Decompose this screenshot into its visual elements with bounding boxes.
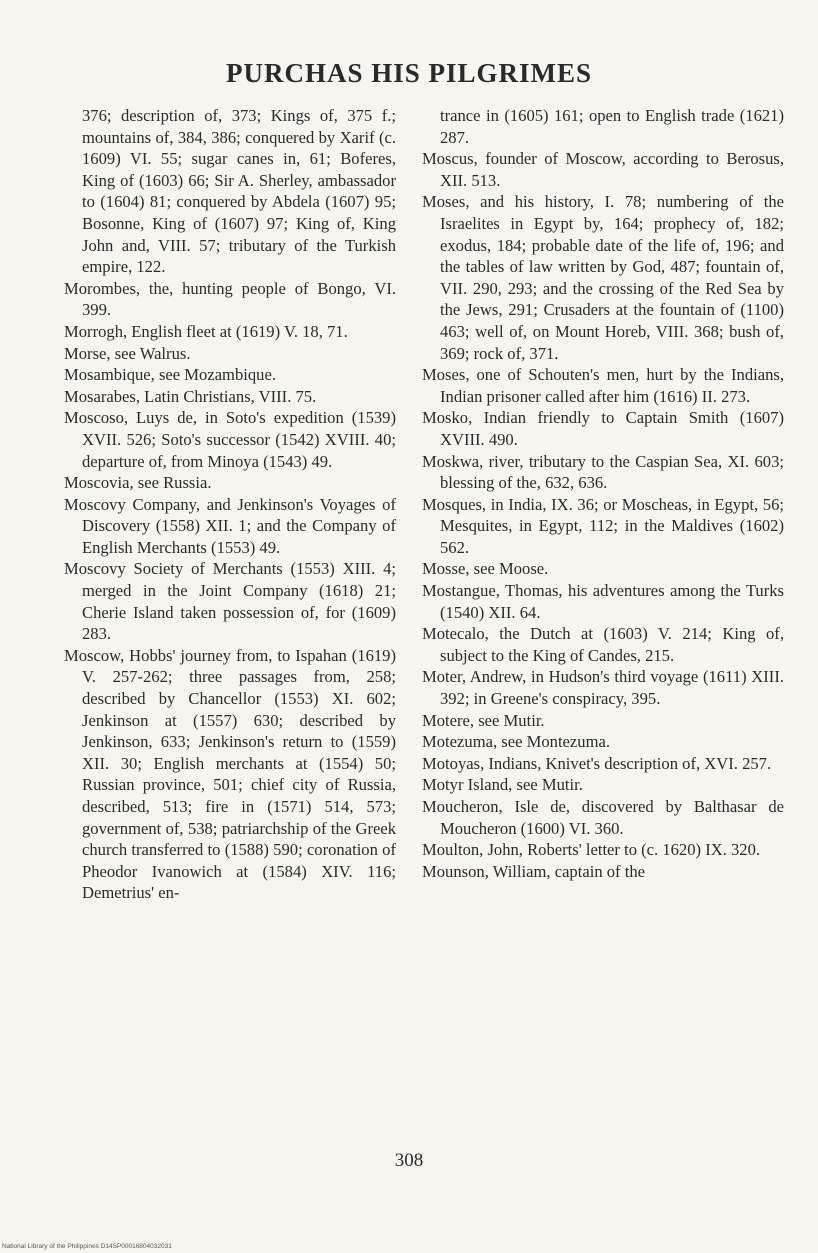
index-entry: Moscovy Company, and Jenkinson's Voyages of Discovery (1558) XII. 1; and the Company of English Merchants (1553) 49. (64, 494, 396, 557)
index-entry: Mosambique, see Mozambique. (64, 365, 276, 385)
index-entry: Motere, see Mutir. (422, 710, 545, 730)
index-entry: Mosarabes, Latin Christians, VIII. 75. (64, 386, 317, 406)
left-column (64, 105, 396, 904)
running-header: PURCHAS HIS PILGRIMES (225, 58, 593, 88)
index-entry: Mosse, see Moose. (422, 559, 549, 579)
index-entry: Motyr Island, see Mutir. (422, 775, 583, 795)
index-entry: Morombes, the, hunting people of Bongo, VI. 399. (64, 278, 396, 320)
index-entry: Moses, and his history, I. 78; numbering of the Israelites in Egypt by, 164; prophecy of, 182; exodus, 184; probable date of the life of, 196; and the tables of law written by God, 487; fountain of, VII. 290, 293; and the crossing of the Red Sea by the Jews, 291; Crusaders at the fountain of (1100) 463; well of, on Mount Horeb, VIII. 368; bush of, 369; rock of, 371. (422, 192, 784, 363)
index-entry: Moulton, John, Roberts' letter to (c. 1620) IX. 320. (422, 840, 761, 860)
index-entry: Moses, one of Schouten's men, hurt by the Indians, Indian prisoner called after him (1616) II. 273. (422, 365, 784, 406)
index-entry: Motoyas, Indians, Knivet's description of, XVI. 257. (422, 753, 772, 773)
index-entry: Moscow, Hobbs' journey from, to Ispahan (1619) V. 257-262; three passages from, 258; described by Chancellor (1553) XI. 602; Jenkinson at (1557) 630; described by Jenkinson, 633; Jenkinson's return to (1559) XII. 30; English merchants at (1554) 50; Russian province, 501; chief city of Russia, described, 513; fire in (1571) 514, 573; government of, 538; patriarchship of the Greek church transferred to (1588) 590; coronation of Pheodor Ivanowich at (1584) XIV. 116; Demetrius' en- (64, 645, 396, 903)
index-entry: Moucheron, Isle de, discovered by Balthasar de Moucheron (1600) VI. 360. (422, 797, 784, 838)
index-entry: Motecalo, the Dutch at (1603) V. 214; King of, subject to the King of Candes, 215. (422, 624, 784, 665)
index-entry: trance in (1605) 161; open to English trade (1621) 287. (440, 106, 784, 147)
page-number: 308 (394, 1150, 424, 1171)
index-entry: Mostangue, Thomas, his adventures among the Turks (1540) XII. 64. (422, 581, 784, 622)
index-entry: 376; description of, 373; Kings of, 375 f.; mountains of, 384, 386; conquered by Xarif (c. 1609) VI. 55; sugar canes in, 61; Boferes, King of (1603) 66; Sir A. Sherley, ambassador to (1604) 81; conquered by Abdela (1607) 95; Bosonne, King of (1607) 97; King of, King John and, VIII. 57; tributary of the Turkish empire, 122. (82, 106, 396, 277)
index-entry: Moscus, founder of Moscow, according to Berosus, XII. 513. (422, 149, 784, 190)
index-entry: Moscovia, see Russia. (64, 473, 212, 493)
index-entry: Moscoso, Luys de, in Soto's expedition (1539) XVII. 526; Soto's successor (1542) XVIII. 40; departure of, from Minoya (1543) 49. (64, 408, 396, 471)
right-column (422, 105, 784, 882)
index-entry: Morrogh, English fleet at (1619) V. 18, 71. (64, 321, 348, 341)
index-entry: Morse, see Walrus. (64, 343, 191, 363)
index-entry: Motezuma, see Montezuma. (422, 732, 611, 752)
index-entry: Mosques, in India, IX. 36; or Moscheas, in Egypt, 56; Mesquites, in Egypt, 112; in the Maldives (1602) 562. (422, 494, 784, 557)
index-entry: Moter, Andrew, in Hudson's third voyage (1611) XIII. 392; in Greene's conspiracy, 395. (422, 667, 784, 709)
index-entry: Mounson, William, captain of the (422, 861, 646, 881)
index-entry: Mosko, Indian friendly to Captain Smith (1607) XVIII. 490. (422, 408, 784, 449)
scan-credit: National Library of the Philippines D14SP00016804032031 (2, 1243, 172, 1250)
index-entry: Moskwa, river, tributary to the Caspian Sea, XI. 603; blessing of the, 632, 636. (422, 451, 784, 493)
index-entry: Moscovy Society of Merchants (1553) XIII. 4; merged in the Joint Company (1618) 21; Cherie Island taken possession of, for (1609) 283. (64, 559, 396, 644)
